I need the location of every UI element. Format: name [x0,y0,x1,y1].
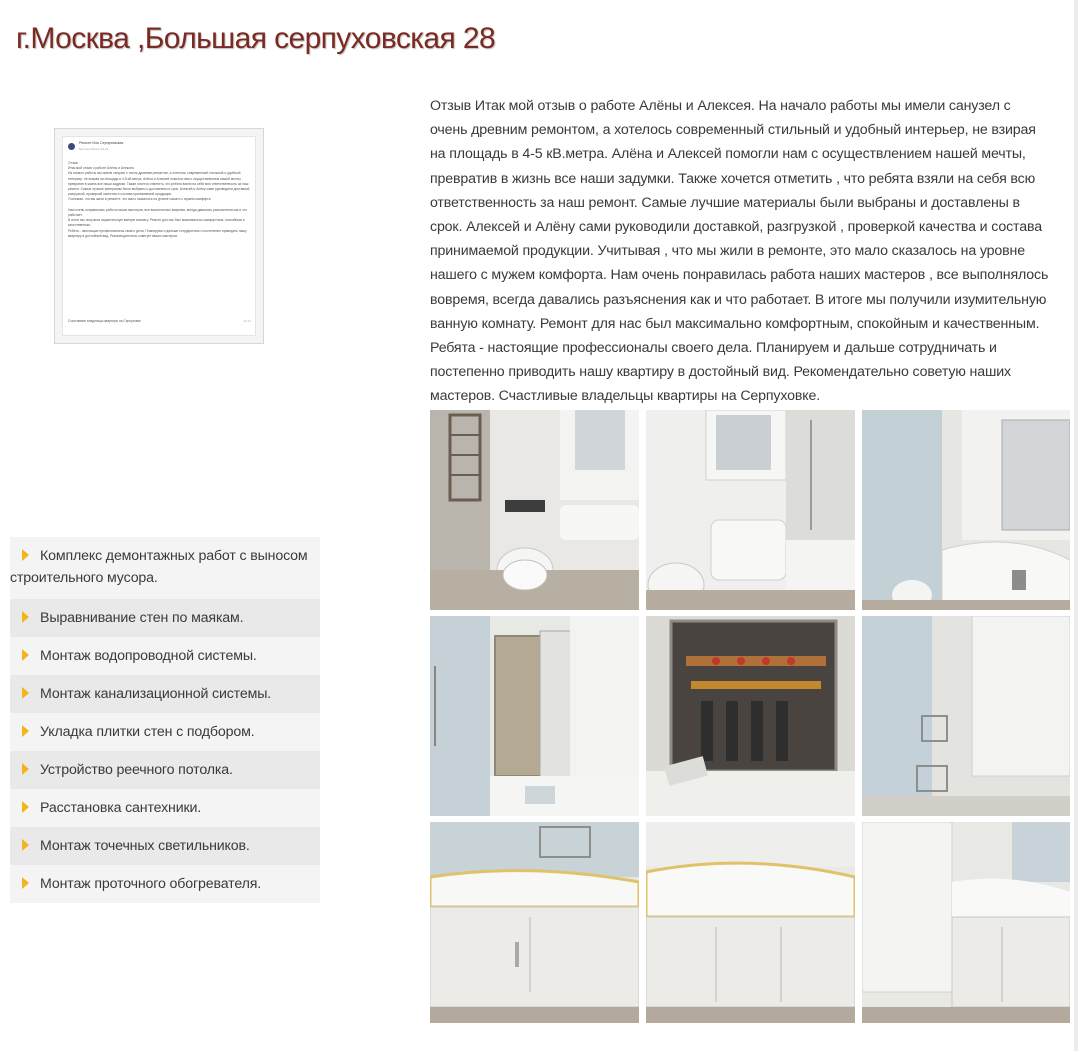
review-screenshot-inner [62,136,256,336]
page-title: г.Москва ,Большая серпуховская 28 [16,22,496,55]
gallery-photo-toilet[interactable] [430,410,639,610]
arrow-right-icon [22,549,29,561]
gallery-photo-sink-bath[interactable] [646,410,855,610]
review-description: Отзыв Итак мой отзыв о работе Алёны и Алексея. На начало работы мы имели санузел с очень древним ремонтом, а хотелось современный стильный и удобный интерьер, не взирая на площадь в 4-5 кВ.метра. Алёна и Алексей помогли нам с осуществлением нашей мечты, превратив в жизнь все наши задумки. Также хочется отметить , что ребята взяли на себя всю ответственность за наш ремонт. Самые лучшие материалы были выбраны и доставлены в срок. Алексей и Алёну сами руководили доставкой, разгрузкой , проверкой качества и состава принимаемой продукции. Учитывая , что мы жили в ремонте, это мало сказалось на уровне нашего с мужем комфорта. Нам очень понравилась работа наших мастеров , все выполнялось вовремя, всегда давались разъяснения как и что работает. В итоге мы получили изумительную ванную комнату. Ремонт для нас был максимально комфортным, спокойным и качественным. Ребята - настоящие профессионалы своего дела. Планируем и дальше сотрудничать и постепенно приводить нашу квартиру в достойный вид. Рекомендательно советую наших мастеров. Счастливые владельцы квартиры на Серпуховке. [430,98,1049,405]
list-item [10,827,320,865]
list-item [10,537,320,599]
bathroom-photo-image [430,616,639,816]
gallery-photo-water-manifold[interactable] [646,616,855,816]
arrow-right-icon [22,877,29,889]
list-item [10,751,320,789]
list-item [10,789,320,827]
review-author: Ремонт Или Серпуховская [79,141,124,145]
review-date: был на сайте в 21:41 [79,147,109,151]
photo-gallery [430,410,1072,1023]
bathroom-photo-image [646,822,855,1023]
gallery-photo-bath-panel-2[interactable] [646,822,855,1023]
arrow-right-icon [22,687,29,699]
bathroom-photo-image [430,822,639,1023]
bathroom-photo-image [430,410,639,610]
bathroom-photo-image [646,616,855,816]
gallery-photo-access-hatch[interactable] [430,616,639,816]
list-item-label: Монтаж точечных светильников. [40,838,250,854]
list-item [10,637,320,675]
scrollbar-track [1074,0,1078,1051]
gallery-photo-bath-panel[interactable] [430,822,639,1023]
bathroom-photo-image [862,410,1070,610]
list-item-label: Выравнивание стен по маякам. [40,610,244,626]
avatar [68,143,75,150]
list-item-label: Монтаж водопроводной системы. [40,648,257,664]
arrow-right-icon [22,611,29,623]
review-text: Отзыв Итак мой отзыв о работе Алёны и Алексея. На начало работы мы имели санузел с очень древним ремонтом, а хотелось современный стильный и удобный интерьер, не взирая на площадь в 4-5 кВ.метра. Алёна и Алексей помогли нам с осуществлением нашей мечты, превратив в жизнь все наши задумки. Также хочется отметить, что ребята взяли на себя всю ответственность за наш ремонт. Самые лучшие материалы были выбраны и доставлены в срок. Алексей и Алёну сами руководили доставкой, разгрузкой, проверкой качества и состава принимаемой продукции. Учитывая, что мы жили в ремонте, это мало сказалось на уровне нашего с мужем комфорта. Нам очень понравилась работа наших мастеров, все выполнялось вовремя, всегда давались разъяснения как и что работает. В итоге мы получили изумительную ванную комнату. Ремонт для нас был максимально комфортным, спокойным и качественным. Ребята - настоящие профессионалы своего дела. Планируем и дальше сотрудничать и постепенно приводить нашу квартиру в достойный вид. Рекомендательно советую наших мастеров. [68,161,251,238]
gallery-photo-bath-corner[interactable] [862,822,1070,1023]
gallery-photo-sink-closeup[interactable] [862,410,1070,610]
bathroom-photo-image [646,410,855,610]
list-item-label: Расстановка сантехники. [40,800,202,816]
arrow-right-icon [22,801,29,813]
arrow-right-icon [22,763,29,775]
list-item-label: Устройство реечного потолка. [40,762,233,778]
list-item-label: Комплекс демонтажных работ с выносом строительного мусора. [10,548,308,586]
list-item [10,713,320,751]
list-item [10,675,320,713]
review-screenshot[interactable] [54,128,264,344]
bathroom-photo-image [862,616,1070,816]
bathroom-photo-image [862,822,1070,1023]
review-signature: Счастливые владельцы квартиры на Серпуховке [68,319,141,323]
arrow-right-icon [22,839,29,851]
arrow-right-icon [22,725,29,737]
works-list [10,537,320,903]
arrow-right-icon [22,649,29,661]
list-item-label: Монтаж проточного обогревателя. [40,876,262,892]
list-item [10,865,320,903]
review-corner-label: 21:41 [243,319,251,323]
gallery-photo-wall-cabinet[interactable] [862,616,1070,816]
list-item-label: Укладка плитки стен с подбором. [40,724,255,740]
list-item-label: Монтаж канализационной системы. [40,686,272,702]
list-item [10,599,320,637]
